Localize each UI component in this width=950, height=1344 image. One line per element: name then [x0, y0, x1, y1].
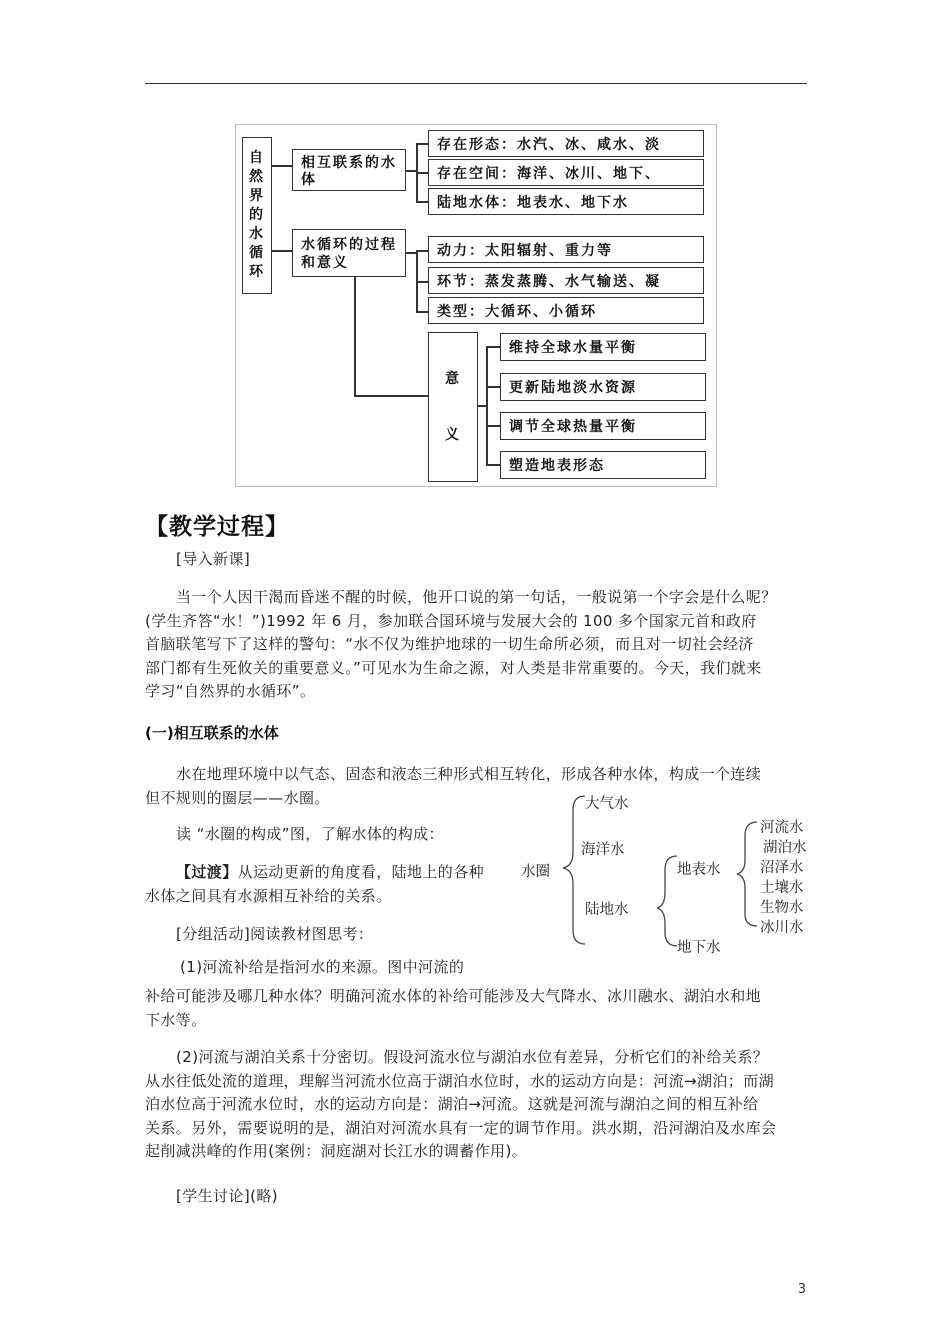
connector — [486, 464, 500, 466]
soil-water: 土壤水 — [760, 880, 804, 896]
cycle-stage-item: 环节：蒸发蒸腾、水气输送、凝 — [428, 267, 704, 294]
transition-label: 【过渡】 — [176, 863, 238, 881]
connector — [416, 172, 428, 174]
branch-water-bodies: 相互联系的水体 — [292, 149, 406, 191]
root-char: 环 — [249, 264, 265, 280]
root-char: 界 — [249, 188, 265, 204]
transition-line-1 — [176, 861, 484, 885]
swamp-water: 沼泽水 — [760, 860, 804, 876]
root-char: 水 — [249, 226, 265, 242]
connector — [416, 311, 428, 313]
surface-water: 地表水 — [677, 862, 721, 878]
concept-map-figure — [235, 124, 717, 487]
meaning-item-3: 调节全球热量平衡 — [500, 412, 706, 440]
connector — [406, 252, 416, 254]
intro-label: [导入新课] — [176, 550, 251, 568]
connector — [272, 165, 292, 167]
land-water: 陆地水 — [585, 902, 629, 918]
transition-line-2: 水体之间具有水源相互补给的关系。 — [145, 886, 392, 905]
water-line-1: 水在地理环境中以气态、固态和液态三种形式相互转化，形成各种水体，构成一个连续 — [176, 765, 762, 783]
connector — [478, 405, 486, 407]
meaning-char: 意 — [445, 371, 461, 387]
q2-line-4: 关系。另外，需要说明的是，湖泊对河流水具有一定的调节作用。洪水期，沿河湖泊及水库会 — [145, 1118, 777, 1137]
discussion-line: [学生讨论](略) — [176, 1187, 279, 1205]
connector — [486, 346, 500, 348]
cycle-type-item: 类型：大循环、小循环 — [428, 297, 704, 324]
glacier-water: 冰川水 — [760, 920, 804, 936]
intro-line-2: (学生齐答“水！”)1992 年 6 月，参加联合国环境与发展大会的 100 多个国家元首和政府 — [145, 611, 757, 630]
root-char: 自 — [249, 150, 265, 166]
river-water: 河流水 — [760, 820, 804, 836]
q1-line-3: 下水等。 — [145, 1011, 207, 1029]
connector — [354, 277, 356, 395]
cycle-power-item: 动力：太阳辐射、重力等 — [428, 236, 704, 263]
root-char: 循 — [249, 245, 265, 261]
group-activity: [分组活动]阅读教材图思考： — [176, 925, 374, 943]
intro-line-5: 学习“自然界的水循环”。 — [145, 682, 316, 700]
branch-cycle-process: 水循环的过程和意义 — [292, 229, 406, 277]
water-form-item: 存在形态：水汽、冰、咸水、淡 — [428, 130, 704, 157]
q2-line-2: 从水往低处流的道理，理解当河流水位高于湖泊水位时，水的运动方向是：河流→湖泊；而湖 — [145, 1071, 774, 1090]
connector — [416, 281, 428, 283]
connector — [406, 170, 416, 172]
biological-water: 生物水 — [760, 900, 804, 916]
q2-line-3: 泊水位高于河流水位时，水的运动方向是：湖泊→河流。这就是河流与湖泊之间的相互补给 — [145, 1095, 759, 1113]
subsection-heading: (一)相互联系的水体 — [145, 724, 279, 742]
ocean-water: 海洋水 — [581, 842, 625, 858]
header-rule — [145, 83, 807, 84]
hydrosphere-root: 水圈 — [521, 864, 550, 880]
connector — [486, 386, 500, 388]
connector — [272, 250, 292, 252]
root-char: 然 — [249, 169, 265, 185]
water-space-item: 存在空间：海洋、冰川、地下、 — [428, 159, 704, 186]
connector — [354, 395, 428, 397]
connector — [416, 201, 428, 203]
transition-text-1: 从运动更新的角度看，陆地上的各种 — [237, 863, 485, 881]
intro-line-3: 首脑联笔写下了这样的警句：“水不仅为维护地球的一切生命所必须，而且对一切社会经济 — [145, 635, 754, 653]
read-line: 读 “水圈的构成”图，了解水体的构成： — [176, 825, 444, 843]
q2-line-1: (2)河流与湖泊关系十分密切。假设河流水位与湖泊水位有差异，分析它们的补给关系？ — [176, 1048, 769, 1066]
atmospheric-water: 大气水 — [585, 796, 629, 812]
meaning-item-2: 更新陆地淡水资源 — [500, 373, 706, 401]
meaning-item-4: 塑造地表形态 — [500, 451, 706, 479]
connector — [486, 425, 500, 427]
section-title: 【教学过程】 — [145, 514, 289, 540]
hydrosphere-diagram — [515, 790, 815, 960]
meaning-char: 义 — [445, 427, 461, 443]
root-char: 的 — [249, 207, 265, 223]
page-number: 3 — [797, 1282, 806, 1297]
connector — [416, 143, 428, 145]
meaning-box — [428, 332, 478, 482]
intro-line-4: 部门都有生死攸关的重要意义。”可见水为生命之源，对人类是非常重要的。今天，我们就来 — [145, 658, 762, 677]
q1-line-1: (1)河流补给是指河水的来源。图中河流的 — [180, 958, 465, 976]
q2-line-5: 起削减洪峰的作用(案例：洞庭湖对长江水的调蓄作用)。 — [145, 1142, 528, 1160]
concept-root — [242, 137, 272, 294]
water-line-2: 但不规则的圈层——水圈。 — [145, 788, 330, 807]
connector — [486, 346, 488, 464]
concept-root-text — [249, 149, 265, 282]
land-water-item: 陆地水体：地表水、地下水 — [428, 188, 704, 215]
connector — [416, 250, 428, 252]
groundwater: 地下水 — [677, 940, 721, 956]
q1-line-2: 补给可能涉及哪几种水体？明确河流水体的补给可能涉及大气降水、冰川融水、湖泊水和地 — [145, 987, 762, 1005]
intro-line-1: 当一个人因干渴而昏迷不醒的时候，他开口说的第一句话，一般说第一个字会是什么呢？ — [176, 588, 777, 606]
meaning-label — [445, 351, 461, 463]
meaning-item-1: 维持全球水量平衡 — [500, 333, 706, 361]
lake-water: 湖泊水 — [763, 840, 807, 856]
